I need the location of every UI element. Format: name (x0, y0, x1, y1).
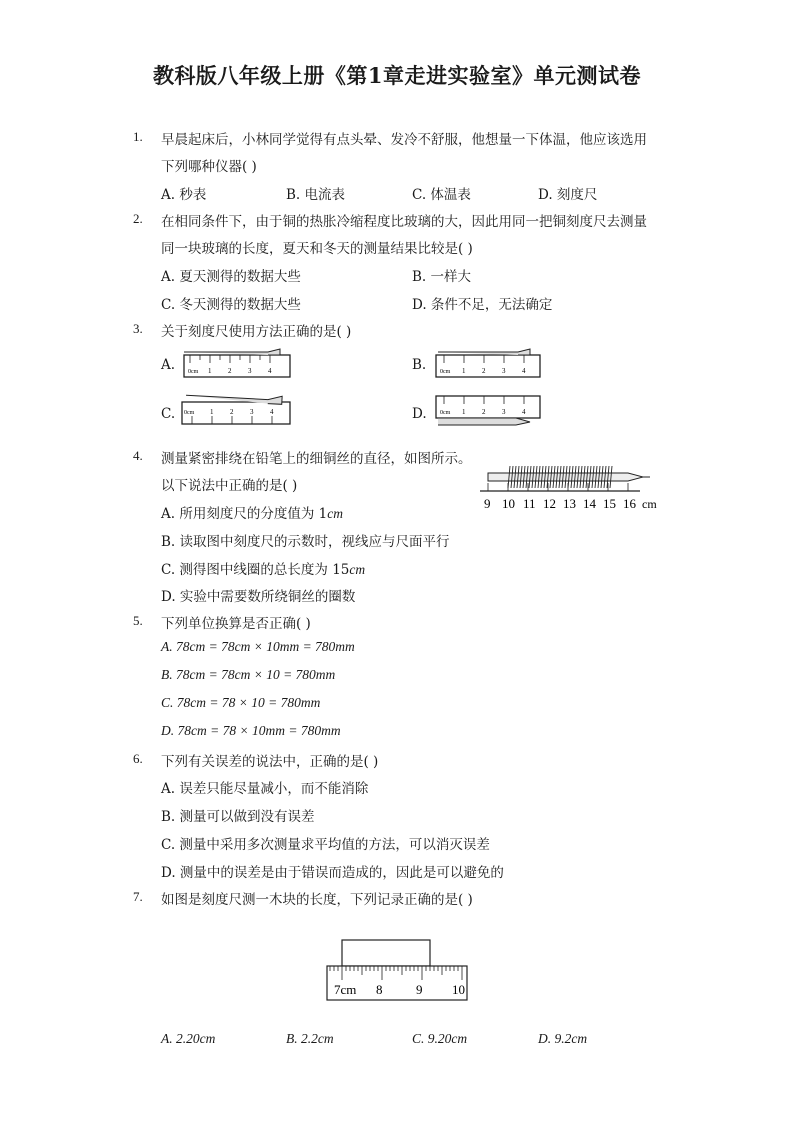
ruler-label: 2 (482, 408, 486, 416)
option-d[interactable]: D. 实验中需要数所绕铜丝的圈数 (161, 589, 356, 605)
question-number: 4. (133, 448, 143, 463)
option-b[interactable]: B. 测量可以做到没有误差 (161, 809, 315, 825)
tick-label: 11 (523, 496, 536, 511)
tick-label: 10 (452, 982, 465, 997)
option-b[interactable]: B. 78cm = 78cm × 10 = 780mm (161, 667, 336, 682)
option-a[interactable]: A. 秒表 (161, 187, 207, 203)
ruler-label: 1 (208, 367, 212, 375)
option-a[interactable]: A. 2.20cm (161, 1031, 216, 1046)
option-c[interactable] (161, 558, 365, 578)
page-title: 教科版八年级上册《第1章走进实验室》单元测试卷 (152, 63, 642, 88)
question-text: 下列单位换算是否正确( ) (161, 616, 311, 632)
ruler-label: 3 (248, 367, 252, 375)
option-text: A. 所用刻度尺的分度值为 1 (161, 506, 328, 522)
question-text: 下列有关误差的说法中，正确的是( ) (161, 754, 379, 770)
tick-label: 14 (583, 496, 596, 511)
option-a[interactable]: A. (161, 357, 176, 373)
ruler-label: 3 (250, 408, 254, 416)
ruler-pencil-figure-b (432, 346, 544, 380)
block-ruler-figure (324, 938, 472, 1004)
question-number: 1. (133, 129, 143, 144)
ruler-label: 3 (502, 367, 506, 375)
tick-label: 7cm (334, 982, 357, 997)
tick-label: 15 (603, 496, 616, 511)
tick-label: 9 (484, 496, 491, 511)
question-text: 在相同条件下，由于铜的热胀冷缩程度比玻璃的大，因此用同一把铜刻度尺去测量 (161, 214, 647, 230)
tick-label: 10 (502, 496, 515, 511)
unit-text: cm (327, 506, 343, 521)
question-number: 2. (133, 211, 143, 226)
tick-unit: cm (642, 497, 657, 511)
ruler-label: 4 (522, 408, 526, 416)
question-number: 5. (133, 613, 143, 628)
option-d[interactable]: D. 9.2cm (538, 1031, 588, 1046)
option-a[interactable] (161, 502, 343, 522)
option-b[interactable]: B. 一样大 (412, 269, 472, 285)
tick-label: 13 (563, 496, 576, 511)
coil-ruler-figure (478, 453, 668, 515)
option-b[interactable]: B. (412, 357, 427, 373)
ruler-label: 0cm (440, 410, 451, 416)
option-c[interactable]: C. 测量中采用多次测量求平均值的方法，可以消灭误差 (161, 837, 490, 853)
ruler-pencil-figure-d (432, 392, 544, 428)
ruler-label: 4 (268, 367, 272, 375)
option-c[interactable]: C. 9.20cm (412, 1031, 468, 1046)
tick-label: 16 (623, 496, 636, 511)
option-d[interactable]: D. 刻度尺 (538, 187, 598, 203)
option-text: C. 测得图中线圈的总长度为 15 (161, 562, 350, 578)
option-c[interactable]: C. 78cm = 78 × 10 = 780mm (161, 695, 321, 710)
question-text: 如图是刻度尺测一木块的长度，下列记录正确的是( ) (161, 892, 473, 908)
question-text: 同一块玻璃的长度，夏天和冬天的测量结果比较是( ) (161, 241, 473, 257)
coil-windings (508, 466, 612, 488)
ruler-label: 4 (522, 367, 526, 375)
tick-label: 8 (376, 982, 383, 997)
option-d[interactable]: D. 条件不足，无法确定 (412, 297, 553, 313)
option-c[interactable]: C. 冬天测得的数据大些 (161, 297, 301, 313)
option-b[interactable]: B. 电流表 (286, 187, 346, 203)
option-a[interactable]: A. 78cm = 78cm × 10mm = 780mm (161, 639, 355, 654)
question-number: 6. (133, 751, 143, 766)
option-c[interactable]: C. (161, 406, 176, 422)
option-c[interactable]: C. 体温表 (412, 187, 471, 203)
ruler-label: 0cm (440, 369, 451, 375)
question-number: 7. (133, 889, 143, 904)
question-number: 3. (133, 321, 143, 336)
ruler-label: 2 (230, 408, 234, 416)
ruler-label: 0cm (188, 369, 199, 375)
question-text: 测量紧密排绕在铅笔上的细铜丝的直径，如图所示。 (161, 451, 472, 467)
ruler-label: 1 (462, 367, 466, 375)
option-b[interactable]: B. 读取图中刻度尺的示数时，视线应与尺面平行 (161, 534, 450, 550)
ruler-label: 3 (502, 408, 506, 416)
ruler-label: 2 (482, 367, 486, 375)
option-b[interactable]: B. 2.2cm (286, 1031, 334, 1046)
wood-block (342, 940, 430, 966)
question-text: 关于刻度尺使用方法正确的是( ) (161, 324, 352, 340)
ruler-label: 0cm (184, 410, 195, 416)
unit-text: cm (349, 562, 366, 577)
ruler-label: 1 (210, 408, 214, 416)
question-text: 下列哪种仪器( ) (161, 159, 257, 175)
tick-label: 9 (416, 982, 423, 997)
option-a[interactable]: A. 夏天测得的数据大些 (161, 269, 301, 285)
question-text: 早晨起床后，小林同学觉得有点头晕、发冷不舒服，他想量一下体温，他应该选用 (161, 132, 647, 148)
ruler-label: 2 (228, 367, 232, 375)
ruler-label: 4 (270, 408, 274, 416)
ruler-pencil-figure-c (178, 392, 300, 428)
tick-label: 12 (543, 496, 556, 511)
question-text: 以下说法中正确的是( ) (161, 478, 298, 494)
option-d[interactable]: D. 78cm = 78 × 10mm = 780mm (161, 723, 341, 738)
option-d[interactable]: D. 测量中的误差是由于错误而造成的，因此是可以避免的 (161, 865, 504, 881)
option-a[interactable]: A. 误差只能尽量减小，而不能消除 (161, 781, 369, 797)
ruler-pencil-figure-a (180, 346, 295, 380)
option-d[interactable]: D. (412, 406, 427, 422)
ruler-label: 1 (462, 408, 466, 416)
